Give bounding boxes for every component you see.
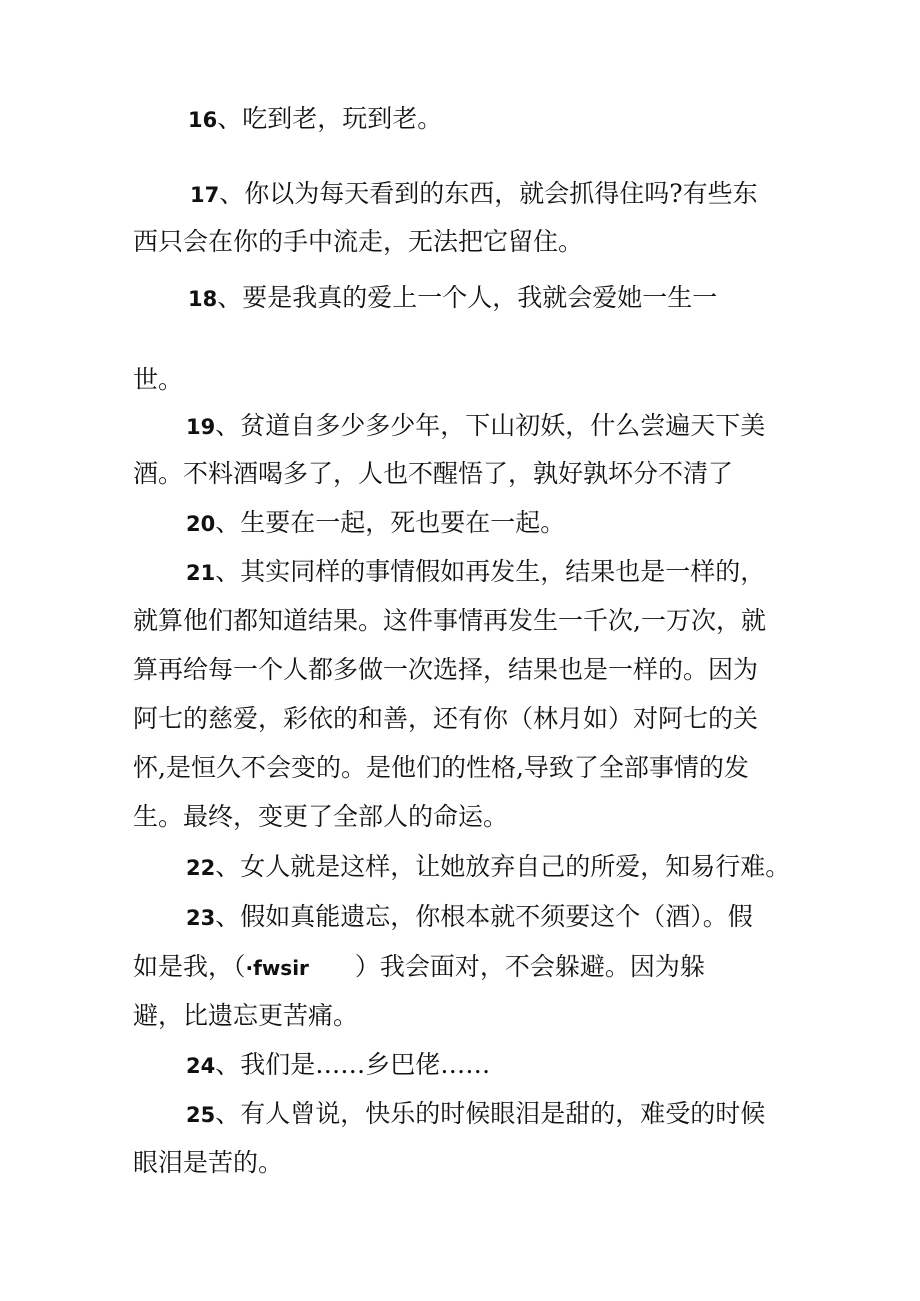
item-22-line-1 — [186, 851, 790, 883]
item-text: 、有人曾说，快乐的时候眼泪是甜的，难受的时候 — [215, 1099, 766, 1128]
item-25-line-2 — [133, 1147, 283, 1179]
item-19-line-2 — [133, 458, 733, 490]
item-text: 、假如真能遗忘，你根本就不须要这个（酒）。假 — [215, 902, 753, 931]
item-21-line-6 — [133, 801, 508, 833]
item-text: 就算他们都知道结果。这件事情再发生一千次,一万次，就 — [133, 606, 766, 635]
item-number: 24 — [186, 1054, 216, 1078]
item-23-line-3 — [133, 1000, 358, 1032]
item-text: 、贫道自多少多少年，下山初妖，什么尝遍天下美 — [215, 411, 766, 440]
item-text: 怀,是恒久不会变的。是他们的性格,导致了全部事情的发 — [133, 753, 749, 782]
item-text: 、生要在一起，死也要在一起。 — [215, 508, 566, 537]
item-number: 25 — [186, 1103, 216, 1127]
item-number: 19 — [186, 415, 216, 439]
item-21-line-4 — [133, 703, 758, 735]
item-text: 生。最终，变更了全部人的命运。 — [133, 802, 509, 831]
item-number: 16 — [188, 108, 218, 132]
item-17-line-1 — [190, 178, 758, 210]
item-text: 世。 — [133, 365, 184, 394]
item-text: 算再给每一个人都多做一次选择，结果也是一样的。因为 — [133, 655, 759, 684]
item-text: 、你以为每天看到的东西，就会抓得住吗?有些东 — [219, 179, 758, 208]
item-text: 、其实同样的事情假如再发生，结果也是一样的， — [215, 557, 766, 586]
item-17-line-2 — [133, 226, 583, 258]
item-text: 西只会在你的手中流走，无法把它留住。 — [133, 227, 584, 256]
item-number: 17 — [190, 183, 220, 207]
item-text: 、吃到老，玩到老。 — [217, 104, 443, 133]
item-text: 酒。不料酒喝多了，人也不醒悟了，孰好孰坏分不清了 — [133, 459, 734, 488]
item-text: 如是我，（ — [133, 952, 246, 981]
item-23-line-1 — [186, 901, 753, 933]
item-number: 23 — [186, 906, 216, 930]
item-number: 21 — [186, 561, 216, 585]
item-18-line-1 — [188, 282, 717, 314]
item-number: 18 — [188, 287, 218, 311]
item-latin-text: ·fwsir — [245, 956, 309, 980]
item-19-line-1 — [186, 410, 765, 442]
item-number: 22 — [186, 856, 216, 880]
item-21-line-2 — [133, 605, 766, 637]
item-23-line-2 — [133, 951, 705, 983]
item-25-line-1 — [186, 1098, 765, 1130]
item-text: 、女人就是这样，让她放弃自己的所爱，知易行难。 — [215, 852, 791, 881]
item-text: 阿七的慈爱，彩依的和善，还有你（林月如）对阿七的关 — [133, 704, 759, 733]
item-text: 眼泪是苦的。 — [133, 1148, 284, 1177]
item-24-line-1 — [186, 1049, 490, 1081]
item-text: 避，比遗忘更苦痛。 — [133, 1001, 359, 1030]
item-number: 20 — [186, 512, 216, 536]
item-text: ）我会面对，不会躲避。因为躲 — [354, 952, 705, 981]
item-text: 、要是我真的爱上一个人，我就会爱她一生一 — [217, 283, 718, 312]
item-text: 、我们是……乡巴佬…… — [215, 1050, 491, 1079]
item-21-line-1 — [186, 556, 765, 588]
item-16-line-1 — [188, 103, 442, 135]
item-20-line-1 — [186, 507, 565, 539]
item-21-line-5 — [133, 752, 749, 784]
item-18-line-2 — [133, 364, 183, 396]
item-21-line-3 — [133, 654, 758, 686]
